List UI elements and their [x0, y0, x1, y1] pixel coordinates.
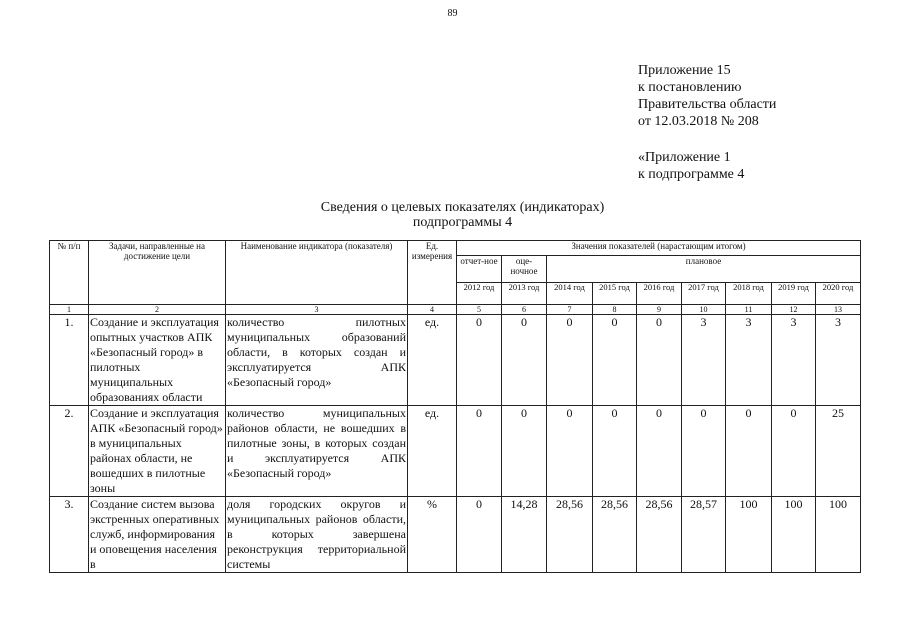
row-num: 2.	[50, 406, 89, 497]
column-number: 8	[593, 305, 637, 315]
row-value: 28,57	[682, 497, 726, 573]
header-planned: плановое	[547, 256, 861, 283]
header-year: 2014 год	[547, 283, 593, 305]
row-unit: ед.	[408, 406, 457, 497]
title-line-2: подпрограммы 4	[412, 215, 513, 230]
page-number: 89	[447, 8, 458, 19]
row-value: 25	[816, 406, 861, 497]
header-year: 2018 год	[726, 283, 772, 305]
row-value: 0	[637, 406, 682, 497]
row-value: 3	[772, 315, 816, 406]
appendix-quote-block	[638, 149, 744, 183]
row-value: 0	[547, 315, 593, 406]
row-value: 0	[457, 406, 502, 497]
document-title	[0, 200, 905, 230]
header-year: 2012 год	[457, 283, 502, 305]
column-number: 12	[772, 305, 816, 315]
header-estimated: оце-ночное	[502, 256, 547, 283]
header-year: 2017 год	[682, 283, 726, 305]
row-value: 100	[816, 497, 861, 573]
header-year: 2013 год	[502, 283, 547, 305]
row-task: Создание и эксплуатация опытных участков АПК «Безопасный город» в пилотных муниципальных образованиях области	[89, 315, 226, 406]
appendix-line: Правительства области	[638, 97, 777, 112]
row-value: 0	[457, 497, 502, 573]
header-indicator: Наименование индикатора (показателя)	[226, 241, 408, 305]
row-indicator: количество муниципальных районов области, не вошедших в пилотные зоны, в которых создан и эксплуатируется АПК «Безопасный город»	[226, 406, 408, 497]
row-indicator: доля городских округов и муниципальных районов области, в которых завершена реконструкция территориальной системы	[227, 497, 406, 571]
appendix-quote-line: «Приложение 1	[638, 150, 731, 165]
row-num: 1.	[50, 315, 89, 406]
row-unit: ед.	[408, 315, 457, 406]
header-values: Значения показателей (нарастающим итогом)	[457, 241, 861, 256]
column-number: 13	[816, 305, 861, 315]
row-value: 28,56	[547, 497, 593, 573]
column-number: 11	[726, 305, 772, 315]
column-number: 3	[226, 305, 408, 315]
row-value: 100	[772, 497, 816, 573]
header-tasks: Задачи, направленные на достижение цели	[89, 241, 226, 305]
column-number: 1	[50, 305, 89, 315]
row-value: 0	[502, 406, 547, 497]
row-unit: %	[408, 497, 457, 573]
column-number: 5	[457, 305, 502, 315]
indicators-table	[49, 240, 861, 573]
header-year: 2019 год	[772, 283, 816, 305]
row-indicator: количество пилотных муниципальных образований области, в которых создан и эксплуатируется АПК «Безопасный город»	[226, 315, 408, 406]
table-row	[50, 315, 861, 406]
row-value: 100	[726, 497, 772, 573]
table-row	[50, 497, 861, 573]
row-task: Создание и эксплуатация АПК «Безопасный город» в муниципальных районах области, не вошедших в пилотные зоны	[89, 406, 226, 497]
column-number: 2	[89, 305, 226, 315]
title-line-1: Сведения о целевых показателях (индикаторах)	[320, 200, 605, 215]
column-number: 6	[502, 305, 547, 315]
appendix-line: от 12.03.2018 № 208	[638, 114, 759, 129]
row-value: 3	[816, 315, 861, 406]
row-value: 0	[457, 315, 502, 406]
appendix-line: к постановлению	[638, 80, 742, 95]
table-row	[50, 406, 861, 497]
appendix-block	[638, 62, 776, 130]
row-value: 28,56	[637, 497, 682, 573]
row-value: 0	[726, 406, 772, 497]
row-value: 0	[502, 315, 547, 406]
header-year: 2015 год	[593, 283, 637, 305]
row-value: 0	[593, 315, 637, 406]
column-number: 7	[547, 305, 593, 315]
header-year: 2016 год	[637, 283, 682, 305]
header-unit: Ед. измерения	[408, 241, 457, 305]
row-value: 0	[547, 406, 593, 497]
header-num: № п/п	[50, 241, 89, 305]
header-year: 2020 год	[816, 283, 861, 305]
row-task: Создание систем вызова экстренных оперативных служб, информирования и оповещения населения в	[89, 497, 226, 573]
row-num: 3.	[50, 497, 89, 573]
row-value: 0	[637, 315, 682, 406]
row-value: 0	[593, 406, 637, 497]
row-value: 0	[682, 406, 726, 497]
column-number: 10	[682, 305, 726, 315]
row-value: 14,28	[502, 497, 547, 573]
row-value: 3	[726, 315, 772, 406]
row-value: 28,56	[593, 497, 637, 573]
row-value: 0	[772, 406, 816, 497]
appendix-line: Приложение 15	[638, 63, 731, 78]
appendix-quote-line: к подпрограмме 4	[638, 167, 745, 182]
column-number: 9	[637, 305, 682, 315]
row-value: 3	[682, 315, 726, 406]
header-reported: отчет-ное	[457, 256, 502, 283]
column-number: 4	[408, 305, 457, 315]
